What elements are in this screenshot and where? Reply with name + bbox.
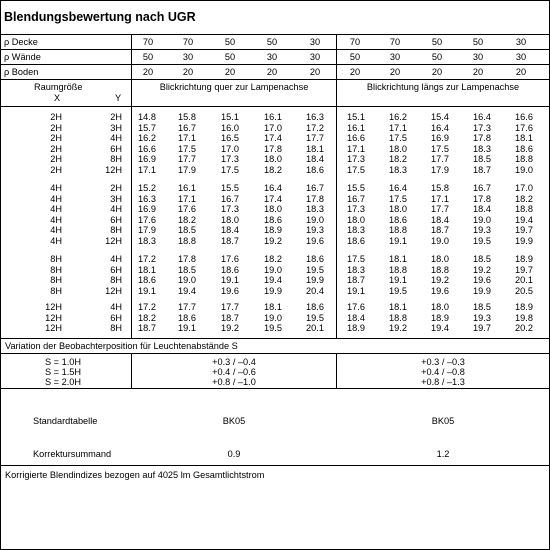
variation-label: S = 1.5H xyxy=(45,366,82,377)
reflectance-value: 30 xyxy=(472,52,484,62)
reflectance-value: 20 xyxy=(142,67,154,77)
row-x: 4H xyxy=(50,214,62,225)
cell-laengs: 15.8 xyxy=(431,183,449,193)
cell-quer: 17.8 xyxy=(264,143,282,154)
cell-quer: 19.1 xyxy=(178,323,196,334)
cell-laengs: 18.0 xyxy=(389,204,407,215)
reflectance-value: 50 xyxy=(431,52,443,62)
cell-laengs: 17.8 xyxy=(473,133,491,144)
cell-quer: 18.7 xyxy=(221,236,239,246)
cell-quer: 19.6 xyxy=(306,236,324,246)
cell-laengs: 16.1 xyxy=(347,122,365,133)
cell-quer: 18.0 xyxy=(264,204,282,215)
cell-quer: 17.9 xyxy=(138,225,156,236)
cell-laengs: 17.9 xyxy=(431,165,449,175)
cell-laengs: 17.5 xyxy=(389,133,407,144)
cell-quer: 17.6 xyxy=(221,254,239,264)
cell-quer: 17.0 xyxy=(264,122,282,133)
cell-laengs: 18.1 xyxy=(389,302,407,312)
row-y: 8H xyxy=(110,323,122,334)
cell-quer: 16.5 xyxy=(221,133,239,144)
cell-laengs: 17.1 xyxy=(389,122,407,133)
reflectance-value: 20 xyxy=(472,67,484,77)
cell-quer: 18.2 xyxy=(138,312,156,323)
cell-quer: 18.6 xyxy=(138,275,156,286)
cell-laengs: 19.4 xyxy=(515,214,533,225)
cell-quer: 19.1 xyxy=(221,275,239,286)
standard-laengs: BK05 xyxy=(431,416,455,426)
cell-laengs: 18.1 xyxy=(389,254,407,264)
cell-quer: 16.3 xyxy=(306,112,324,122)
cell-quer: 18.3 xyxy=(306,204,324,215)
variation-laengs: +0.4 / –0.8 xyxy=(421,366,465,377)
row-y: 3H xyxy=(110,122,122,133)
cell-quer: 19.0 xyxy=(306,214,324,225)
row-x: 4H xyxy=(50,204,62,215)
cell-quer: 17.5 xyxy=(221,165,239,175)
cell-quer: 20.1 xyxy=(306,323,324,334)
cell-quer: 17.2 xyxy=(306,122,324,133)
cell-laengs: 18.2 xyxy=(515,193,533,204)
standard-quer: BK05 xyxy=(222,416,246,426)
cell-quer: 16.9 xyxy=(138,204,156,215)
cell-laengs: 18.0 xyxy=(389,143,407,154)
reflectance-value: 30 xyxy=(515,52,527,62)
cell-quer: 17.0 xyxy=(221,143,239,154)
cell-quer: 19.3 xyxy=(306,225,324,236)
cell-laengs: 17.5 xyxy=(347,254,365,264)
cell-laengs: 18.8 xyxy=(389,264,407,275)
reflectance-value: 50 xyxy=(224,37,236,47)
cell-quer: 18.2 xyxy=(264,165,282,175)
cell-laengs: 18.6 xyxy=(347,236,365,246)
cell-quer: 17.2 xyxy=(138,302,156,312)
korrektur-label: Korrektursummand xyxy=(33,449,112,459)
cell-laengs: 18.9 xyxy=(515,254,533,264)
cell-quer: 17.6 xyxy=(178,204,196,215)
row-x: 8H xyxy=(50,275,62,286)
cell-quer: 19.2 xyxy=(221,323,239,334)
cell-laengs: 17.3 xyxy=(347,204,365,215)
variation-title: Variation der Beobachterposition für Leuchtenabstände S xyxy=(5,341,238,351)
cell-laengs: 18.9 xyxy=(347,323,365,334)
reflectance-value: 70 xyxy=(182,37,194,47)
cell-quer: 15.2 xyxy=(138,183,156,193)
cell-quer: 19.1 xyxy=(138,285,156,296)
cell-quer: 17.8 xyxy=(306,193,324,204)
cell-quer: 17.3 xyxy=(221,204,239,215)
cell-quer: 18.4 xyxy=(306,154,324,165)
cell-quer: 18.1 xyxy=(138,264,156,275)
cell-laengs: 18.7 xyxy=(431,225,449,236)
row-x: 2H xyxy=(50,122,62,133)
cell-quer: 18.5 xyxy=(178,225,196,236)
variation-quer: +0.3 / –0.4 xyxy=(212,357,256,367)
cell-laengs: 16.6 xyxy=(515,112,533,122)
cell-quer: 17.1 xyxy=(178,133,196,144)
cell-quer: 18.7 xyxy=(138,323,156,334)
cell-laengs: 20.1 xyxy=(515,275,533,286)
cell-quer: 18.1 xyxy=(306,143,324,154)
cell-quer: 20.4 xyxy=(306,285,324,296)
cell-quer: 15.8 xyxy=(178,112,196,122)
cell-quer: 17.8 xyxy=(178,254,196,264)
row-x: 8H xyxy=(50,285,62,296)
reflectance-value: 20 xyxy=(224,67,236,77)
cell-laengs: 18.5 xyxy=(473,154,491,165)
cell-laengs: 18.6 xyxy=(515,143,533,154)
cell-quer: 17.9 xyxy=(178,165,196,175)
cell-laengs: 19.2 xyxy=(431,275,449,286)
cell-laengs: 19.4 xyxy=(431,323,449,334)
divider xyxy=(0,79,550,80)
row-x: 4H xyxy=(50,225,62,236)
cell-laengs: 19.3 xyxy=(473,225,491,236)
cell-laengs: 16.4 xyxy=(431,122,449,133)
variation-quer: +0.8 / –1.0 xyxy=(212,376,256,387)
cell-laengs: 19.6 xyxy=(473,275,491,286)
cell-laengs: 20.2 xyxy=(515,323,533,334)
variation-label: S = 1.0H xyxy=(45,357,82,367)
cell-laengs: 19.0 xyxy=(515,165,533,175)
cell-quer: 17.2 xyxy=(138,254,156,264)
cell-laengs: 19.1 xyxy=(389,236,407,246)
reflectance-value: 70 xyxy=(389,37,401,47)
row-y: 3H xyxy=(110,193,122,204)
row-y: 6H xyxy=(110,143,122,154)
cell-quer: 18.3 xyxy=(138,236,156,246)
row-y: 6H xyxy=(110,214,122,225)
cell-quer: 18.1 xyxy=(264,302,282,312)
cell-laengs: 18.4 xyxy=(473,204,491,215)
cell-quer: 19.5 xyxy=(306,264,324,275)
cell-laengs: 19.5 xyxy=(473,236,491,246)
footnote: Korrigierte Blendindizes bezogen auf 4025 lm Gesamtlichtstrom xyxy=(5,470,265,480)
page-title: Blendungsbewertung nach UGR xyxy=(4,10,196,24)
cell-quer: 18.6 xyxy=(264,214,282,225)
cell-quer: 16.6 xyxy=(138,143,156,154)
row-x: 12H xyxy=(45,312,62,323)
korrektur-laengs: 1.2 xyxy=(436,449,450,459)
cell-laengs: 18.1 xyxy=(515,133,533,144)
reflectance-value: 20 xyxy=(182,67,194,77)
reflectance-value: 30 xyxy=(515,37,527,47)
reflectance-value: 70 xyxy=(142,37,154,47)
row-x: 4H xyxy=(50,193,62,204)
cell-laengs: 18.8 xyxy=(431,264,449,275)
cell-laengs: 18.2 xyxy=(389,154,407,165)
cell-laengs: 17.7 xyxy=(431,154,449,165)
cell-laengs: 19.9 xyxy=(473,285,491,296)
reflectance-value: 50 xyxy=(142,52,154,62)
cell-laengs: 16.9 xyxy=(431,133,449,144)
cell-laengs: 16.7 xyxy=(473,183,491,193)
reflectance-value: 30 xyxy=(309,37,321,47)
cell-quer: 16.7 xyxy=(306,183,324,193)
cell-laengs: 18.3 xyxy=(389,165,407,175)
cell-laengs: 19.5 xyxy=(389,285,407,296)
cell-laengs: 18.9 xyxy=(515,302,533,312)
row-x: 8H xyxy=(50,264,62,275)
divider xyxy=(0,465,550,466)
cell-quer: 18.7 xyxy=(221,312,239,323)
reflectance-value: 30 xyxy=(309,52,321,62)
cell-laengs: 18.5 xyxy=(473,302,491,312)
cell-quer: 18.4 xyxy=(221,225,239,236)
cell-laengs: 19.9 xyxy=(515,236,533,246)
cell-laengs: 16.4 xyxy=(389,183,407,193)
reflectance-label: ρ Decke xyxy=(4,37,38,47)
divider xyxy=(0,49,550,50)
cell-quer: 16.9 xyxy=(138,154,156,165)
cell-quer: 17.7 xyxy=(221,302,239,312)
cell-laengs: 18.8 xyxy=(515,154,533,165)
cell-quer: 16.4 xyxy=(264,183,282,193)
cell-quer: 17.3 xyxy=(221,154,239,165)
cell-laengs: 19.0 xyxy=(473,214,491,225)
variation-label: S = 2.0H xyxy=(45,376,82,387)
divider xyxy=(0,388,550,389)
row-x: 2H xyxy=(50,154,62,165)
cell-quer: 16.7 xyxy=(221,193,239,204)
cell-laengs: 17.3 xyxy=(473,122,491,133)
cell-quer: 19.9 xyxy=(306,275,324,286)
row-y: 8H xyxy=(110,275,122,286)
reflectance-value: 30 xyxy=(182,52,194,62)
cell-quer: 18.0 xyxy=(264,154,282,165)
row-y: 6H xyxy=(110,312,122,323)
reflectance-value: 50 xyxy=(472,37,484,47)
row-y: 8H xyxy=(110,225,122,236)
column-divider xyxy=(336,34,337,338)
cell-laengs: 15.1 xyxy=(347,112,365,122)
row-x: 8H xyxy=(50,254,62,264)
reflectance-value: 30 xyxy=(266,52,278,62)
cell-laengs: 18.8 xyxy=(515,204,533,215)
korrektur-quer: 0.9 xyxy=(227,449,241,459)
cell-laengs: 16.6 xyxy=(347,133,365,144)
cell-quer: 15.5 xyxy=(221,183,239,193)
row-y: 2H xyxy=(110,112,122,122)
row-y: 2H xyxy=(110,183,122,193)
cell-laengs: 15.5 xyxy=(347,183,365,193)
row-y: 4H xyxy=(110,204,122,215)
variation-laengs: +0.3 / –0.3 xyxy=(421,357,465,367)
divider xyxy=(0,64,550,65)
cell-laengs: 19.2 xyxy=(473,264,491,275)
reflectance-label: ρ Boden xyxy=(4,67,39,77)
row-y: 6H xyxy=(110,264,122,275)
room-size-label: Raumgröße xyxy=(34,82,83,92)
cell-quer: 16.7 xyxy=(178,122,196,133)
row-x: 12H xyxy=(45,302,62,312)
reflectance-value: 20 xyxy=(515,67,527,77)
cell-laengs: 19.7 xyxy=(515,225,533,236)
cell-quer: 19.4 xyxy=(264,275,282,286)
cell-laengs: 16.7 xyxy=(347,193,365,204)
cell-quer: 18.8 xyxy=(178,236,196,246)
row-y: 4H xyxy=(110,133,122,144)
cell-quer: 19.2 xyxy=(264,236,282,246)
cell-laengs: 17.3 xyxy=(347,154,365,165)
cell-laengs: 15.4 xyxy=(431,112,449,122)
row-x: 4H xyxy=(50,236,62,246)
row-y: 8H xyxy=(110,154,122,165)
row-x: 2H xyxy=(50,165,62,175)
laengs-header: Blickrichtung längs zur Lampenachse xyxy=(366,82,520,92)
cell-laengs: 18.9 xyxy=(431,312,449,323)
reflectance-value: 20 xyxy=(309,67,321,77)
cell-quer: 16.3 xyxy=(138,193,156,204)
cell-laengs: 19.0 xyxy=(431,236,449,246)
row-x: 4H xyxy=(50,183,62,193)
cell-laengs: 19.2 xyxy=(389,323,407,334)
reflectance-value: 50 xyxy=(349,52,361,62)
cell-quer: 14.8 xyxy=(138,112,156,122)
cell-laengs: 18.3 xyxy=(347,264,365,275)
cell-laengs: 19.8 xyxy=(515,312,533,323)
cell-quer: 17.1 xyxy=(178,193,196,204)
cell-laengs: 18.7 xyxy=(347,275,365,286)
cell-laengs: 17.6 xyxy=(515,122,533,133)
variation-quer: +0.4 / –0.6 xyxy=(212,366,256,377)
cell-quer: 17.1 xyxy=(138,165,156,175)
cell-laengs: 17.0 xyxy=(515,183,533,193)
divider xyxy=(0,34,550,35)
row-y: 4H xyxy=(110,302,122,312)
cell-quer: 17.5 xyxy=(178,143,196,154)
variation-laengs: +0.8 / –1.3 xyxy=(421,376,465,387)
y-label: Y xyxy=(115,93,122,103)
cell-laengs: 18.3 xyxy=(347,225,365,236)
cell-quer: 17.4 xyxy=(264,133,282,144)
divider xyxy=(0,338,550,339)
cell-quer: 18.9 xyxy=(264,225,282,236)
cell-laengs: 18.0 xyxy=(431,302,449,312)
cell-quer: 17.6 xyxy=(138,214,156,225)
cell-quer: 18.6 xyxy=(306,165,324,175)
cell-quer: 16.0 xyxy=(221,122,239,133)
cell-laengs: 18.0 xyxy=(431,254,449,264)
reflectance-value: 50 xyxy=(224,52,236,62)
cell-quer: 18.6 xyxy=(306,302,324,312)
cell-laengs: 17.5 xyxy=(431,143,449,154)
reflectance-value: 70 xyxy=(349,37,361,47)
cell-laengs: 17.7 xyxy=(431,204,449,215)
cell-quer: 19.9 xyxy=(264,285,282,296)
cell-quer: 19.0 xyxy=(264,264,282,275)
cell-quer: 19.5 xyxy=(264,323,282,334)
cell-laengs: 17.6 xyxy=(347,302,365,312)
cell-laengs: 16.4 xyxy=(473,112,491,122)
cell-laengs: 18.4 xyxy=(431,214,449,225)
cell-quer: 18.5 xyxy=(178,264,196,275)
cell-laengs: 17.8 xyxy=(473,193,491,204)
cell-laengs: 18.0 xyxy=(347,214,365,225)
cell-quer: 17.4 xyxy=(264,193,282,204)
cell-laengs: 17.5 xyxy=(347,165,365,175)
cell-laengs: 19.3 xyxy=(473,312,491,323)
standard-label: Standardtabelle xyxy=(33,416,98,426)
cell-quer: 15.1 xyxy=(221,112,239,122)
cell-laengs: 19.7 xyxy=(515,264,533,275)
cell-laengs: 17.1 xyxy=(347,143,365,154)
cell-quer: 18.2 xyxy=(264,254,282,264)
reflectance-value: 20 xyxy=(389,67,401,77)
cell-quer: 16.2 xyxy=(138,133,156,144)
row-y: 12H xyxy=(105,236,122,246)
cell-laengs: 20.5 xyxy=(515,285,533,296)
reflectance-value: 30 xyxy=(389,52,401,62)
cell-quer: 19.6 xyxy=(221,285,239,296)
quer-header: Blickrichtung quer zur Lampenachse xyxy=(159,82,309,92)
cell-laengs: 16.2 xyxy=(389,112,407,122)
reflectance-value: 20 xyxy=(349,67,361,77)
reflectance-value: 50 xyxy=(266,37,278,47)
row-y: 12H xyxy=(105,285,122,296)
cell-quer: 18.6 xyxy=(306,254,324,264)
row-x: 2H xyxy=(50,112,62,122)
cell-quer: 17.7 xyxy=(306,133,324,144)
cell-laengs: 18.8 xyxy=(389,225,407,236)
reflectance-value: 20 xyxy=(266,67,278,77)
cell-laengs: 19.1 xyxy=(347,285,365,296)
cell-quer: 16.1 xyxy=(178,183,196,193)
cell-laengs: 17.5 xyxy=(389,193,407,204)
cell-quer: 18.6 xyxy=(178,312,196,323)
cell-laengs: 18.7 xyxy=(473,165,491,175)
cell-quer: 19.5 xyxy=(306,312,324,323)
divider xyxy=(0,353,550,354)
reflectance-value: 20 xyxy=(431,67,443,77)
reflectance-value: 50 xyxy=(431,37,443,47)
cell-laengs: 19.1 xyxy=(389,275,407,286)
cell-quer: 17.7 xyxy=(178,154,196,165)
cell-laengs: 18.4 xyxy=(347,312,365,323)
row-x: 12H xyxy=(45,323,62,334)
cell-laengs: 17.1 xyxy=(431,193,449,204)
reflectance-label: ρ Wände xyxy=(4,52,41,62)
cell-quer: 17.7 xyxy=(178,302,196,312)
cell-laengs: 19.7 xyxy=(473,323,491,334)
cell-quer: 19.0 xyxy=(178,275,196,286)
cell-laengs: 18.8 xyxy=(389,312,407,323)
row-y: 12H xyxy=(105,165,122,175)
cell-laengs: 19.6 xyxy=(431,285,449,296)
cell-quer: 18.6 xyxy=(221,264,239,275)
cell-quer: 19.4 xyxy=(178,285,196,296)
divider xyxy=(0,106,550,107)
row-x: 2H xyxy=(50,143,62,154)
cell-quer: 16.1 xyxy=(264,112,282,122)
cell-quer: 18.0 xyxy=(221,214,239,225)
cell-quer: 15.7 xyxy=(138,122,156,133)
cell-laengs: 18.3 xyxy=(473,143,491,154)
row-x: 2H xyxy=(50,133,62,144)
x-label: X xyxy=(54,93,61,103)
cell-laengs: 18.6 xyxy=(389,214,407,225)
cell-quer: 19.0 xyxy=(264,312,282,323)
cell-quer: 18.2 xyxy=(178,214,196,225)
cell-laengs: 18.5 xyxy=(473,254,491,264)
row-y: 4H xyxy=(110,254,122,264)
